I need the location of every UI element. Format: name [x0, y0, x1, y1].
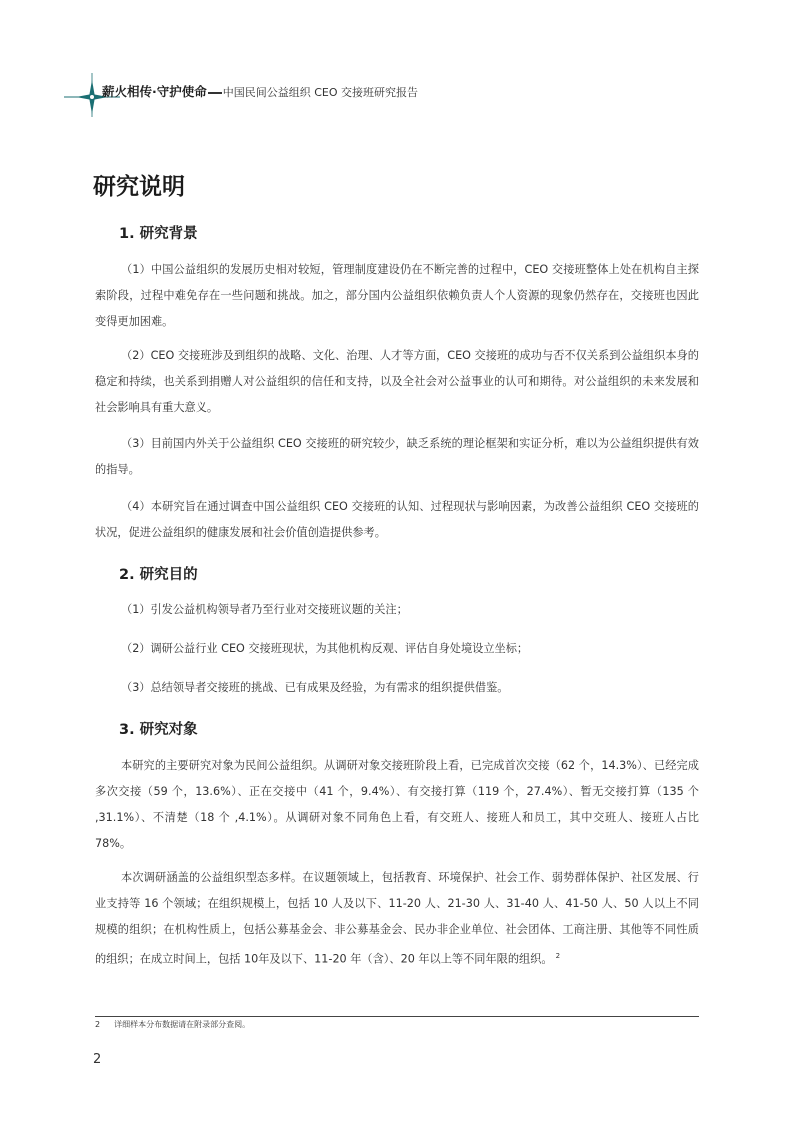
- paragraph: （2）调研公益行业 CEO 交接班现状，为其他机构反观、评估自身处境设立坐标；: [121, 642, 529, 655]
- footnote: [95, 1019, 250, 1030]
- footnote-divider: [95, 1016, 699, 1017]
- paragraph: （4）本研究旨在通过调查中国公益组织 CEO 交接班的认知、过程现状与影响因素，为改善公益组织 CEO 交接班的状况，促进公益组织的健康发展和社会价值创造提供参考。: [95, 500, 699, 539]
- header-subtitle: 中国民间公益组织 CEO 交接班研究报告: [222, 86, 419, 99]
- page-number: 2: [93, 1052, 102, 1067]
- paragraph: （3）目前国内外关于公益组织 CEO 交接班的研究较少，缺乏系统的理论框架和实证分析，难以为公益组织提供有效的指导。: [95, 437, 699, 476]
- section-heading-subjects: 3. 研究对象: [119, 722, 198, 738]
- page-title: 研究说明: [93, 174, 185, 200]
- section-heading-purpose: 2. 研究目的: [119, 567, 198, 583]
- paragraph: （1）中国公益组织的发展历史相对较短，管理制度建设仍在不断完善的过程中，CEO 交接班整体上处在机构自主探索阶段，过程中难免存在一些问题和挑战。加之，部分国内公益组织依赖负责人个人资源的现象仍然存在，交接班也因此变得更加困难。: [95, 263, 699, 328]
- header-title: [102, 82, 418, 100]
- paragraph: （2）CEO 交接班涉及到组织的战略、文化、治理、人才等方面，CEO 交接班的成功与否不仅关系到公益组织本身的稳定和持续，也关系到捐赠人对公益组织的信任和支持，以及全社会对公益事业的认可和期待。对公益组织的未来发展和社会影响具有重大意义。: [95, 349, 699, 414]
- section-heading-background: 1. 研究背景: [119, 226, 198, 242]
- paragraph: 本研究的主要研究对象为民间公益组织。从调研对象交接班阶段上看，已完成首次交接（62 个，14.3%）、已经完成多次交接（59 个，13.6%）、正在交接中（41 个，9.4%）、有交接打算（119 个，27.4%）、暂无交接打算（135 个 ,31.1%）、不清楚（18 个 ,4.1%）。从调研对象不同角色上看，有交班人、接班人和员工，其中交班人、接班人占比 78%。: [95, 759, 699, 850]
- paragraph: [95, 865, 699, 973]
- paragraph: （3）总结领导者交接班的挑战、已有成果及经验，为有需求的组织提供借鉴。: [121, 681, 509, 694]
- footnote-text: 详细样本分布数据请在附录部分查阅。: [114, 1020, 251, 1029]
- header-dash: [208, 92, 222, 93]
- header-title-bold: 薪火相传·守护使命: [102, 84, 207, 99]
- page-header: [62, 70, 442, 120]
- paragraph-text: 本次调研涵盖的公益组织型态多样。在议题领域上，包括教育、环境保护、社会工作、弱势群体保护、社区发展、行业支持等 16 个领域；在组织规模上，包括 10 人及以下、11-20 人、21-30 人、31-40 人、41-50 人、50 人以上不同规模的组织；在机构性质上，包括公募基金会、非公募基金会、民办非企业单位、社会团体、工商注册、其他等不同性质的组织；在成立时间上，包括 10年及以下、11-20 年（含）、20 年以上等不同年限的组织。: [95, 871, 699, 966]
- footnote-number: 2: [95, 1020, 101, 1029]
- footnote-ref: 2: [555, 952, 561, 960]
- paragraph: （1）引发公益机构领导者乃至行业对交接班议题的关注；: [121, 603, 408, 616]
